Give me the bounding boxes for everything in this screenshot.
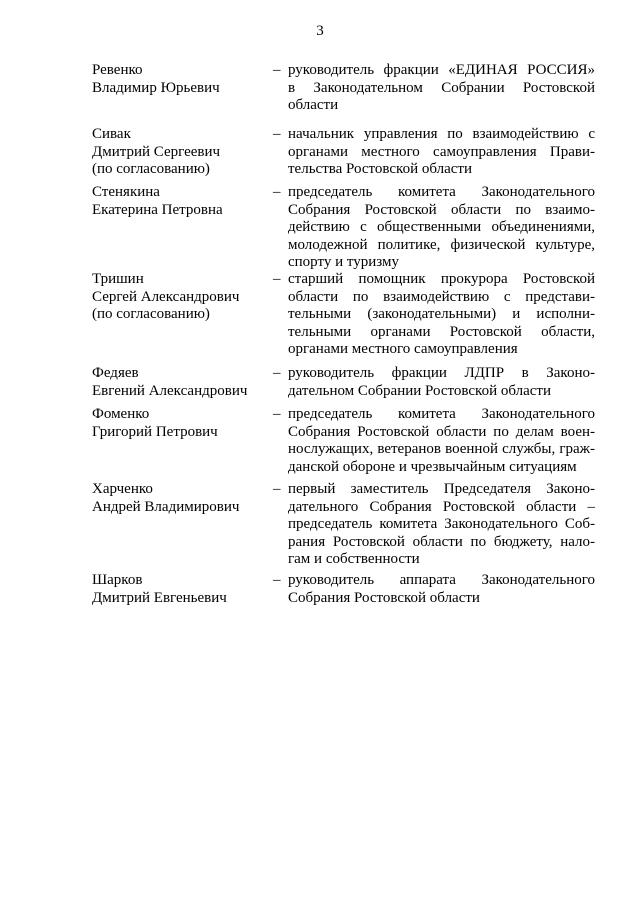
- member-name: [92, 481, 267, 516]
- position-line: председатель комитета Законодательного: [288, 184, 595, 200]
- position-line: старший помощник прокурора Ростовской: [288, 271, 595, 287]
- position-line: рания Ростовской области по бюджету, нало-: [288, 533, 595, 550]
- position-line: Собрания Ростовской области: [288, 589, 480, 606]
- position-line: дательного Собрания Ростовской области –: [288, 498, 595, 515]
- member-name: [92, 572, 267, 607]
- dash-separator: –: [273, 126, 281, 142]
- position-line: области по взаимодействию с представи-: [288, 288, 595, 305]
- position-line: гам и собственности: [288, 551, 420, 568]
- member-position: [288, 271, 595, 359]
- dash-separator: –: [273, 572, 281, 588]
- member-entry: [0, 406, 640, 481]
- member-name: [92, 62, 267, 97]
- member-surname: Федяев: [92, 365, 139, 381]
- member-name: [92, 271, 267, 324]
- page-number: 3: [316, 23, 324, 39]
- position-line: молодежной политике, физической культуре,: [288, 236, 595, 253]
- member-entry: [0, 481, 640, 572]
- member-given-names: Владимир Юрьевич: [92, 79, 220, 96]
- member-given-names: Сергей Александрович: [92, 288, 240, 305]
- member-given-names: Григорий Петрович: [92, 423, 218, 440]
- member-surname: Харченко: [92, 481, 153, 497]
- position-line: данской обороне и чрезвычайным ситуациям: [288, 458, 577, 475]
- position-line: тельными органами Ростовской области,: [288, 323, 595, 340]
- position-line: органами местного самоуправления: [288, 341, 518, 358]
- member-position: [288, 184, 595, 272]
- member-name: [92, 365, 267, 400]
- member-name: [92, 184, 267, 219]
- member-position: [288, 126, 595, 179]
- position-line: руководитель фракции ЛДПР в Законо-: [288, 365, 595, 381]
- member-position: [288, 406, 595, 476]
- member-given-names: Евгений Александрович: [92, 382, 248, 399]
- dash-separator: –: [273, 481, 281, 497]
- member-position: [288, 62, 595, 115]
- member-position: [288, 481, 595, 569]
- member-entry: [0, 184, 640, 271]
- member-surname: Фоменко: [92, 406, 150, 422]
- member-name: [92, 126, 267, 179]
- member-given-names: Андрей Владимирович: [92, 498, 240, 515]
- member-position: [288, 365, 595, 400]
- dash-separator: –: [273, 365, 281, 381]
- position-line: председатель комитета Законодательного Соб-: [288, 516, 595, 533]
- member-entry: [0, 126, 640, 184]
- position-line: нослужащих, ветеранов военной службы, граж-: [288, 441, 595, 458]
- position-line: области: [288, 97, 339, 114]
- position-line: тельства Ростовской области: [288, 161, 472, 178]
- member-note: (по согласованию): [92, 161, 210, 178]
- member-entry: [0, 271, 640, 365]
- position-line: Собрания Ростовской области по взаимо-: [288, 201, 595, 218]
- member-position: [288, 572, 595, 607]
- member-surname: Тришин: [92, 271, 144, 287]
- position-line: органами местного самоуправления Прави-: [288, 143, 595, 160]
- member-given-names: Дмитрий Евгеньевич: [92, 589, 227, 606]
- dash-separator: –: [273, 62, 281, 78]
- position-line: в Законодательном Собрании Ростовской: [288, 79, 595, 96]
- member-given-names: Дмитрий Сергеевич: [92, 143, 221, 160]
- position-line: Собрания Ростовской области по делам воен-: [288, 423, 595, 440]
- dash-separator: –: [273, 184, 281, 200]
- member-surname: Стенякина: [92, 184, 160, 200]
- position-line: тельными (законодательными) и исполни-: [288, 306, 595, 323]
- member-entry: [0, 62, 640, 126]
- members-list: [0, 62, 640, 612]
- member-entry: [0, 572, 640, 612]
- member-note: (по согласованию): [92, 306, 210, 323]
- position-line: руководитель фракции «ЕДИНАЯ РОССИЯ»: [288, 62, 595, 78]
- member-surname: Ревенко: [92, 62, 143, 78]
- position-line: спорту и туризму: [288, 254, 399, 271]
- member-given-names: Екатерина Петровна: [92, 201, 223, 218]
- dash-separator: –: [273, 406, 281, 422]
- position-line: первый заместитель Председателя Законо-: [288, 481, 595, 497]
- member-surname: Сивак: [92, 126, 131, 142]
- member-entry: [0, 365, 640, 406]
- dash-separator: –: [273, 271, 281, 287]
- position-line: руководитель аппарата Законодательного: [288, 572, 595, 588]
- position-line: дательном Собрании Ростовской области: [288, 382, 552, 399]
- position-line: начальник управления по взаимодействию с: [288, 126, 595, 142]
- position-line: председатель комитета Законодательного: [288, 406, 595, 422]
- member-name: [92, 406, 267, 441]
- position-line: действию с общественными объединениями,: [288, 219, 595, 236]
- member-surname: Шарков: [92, 572, 143, 588]
